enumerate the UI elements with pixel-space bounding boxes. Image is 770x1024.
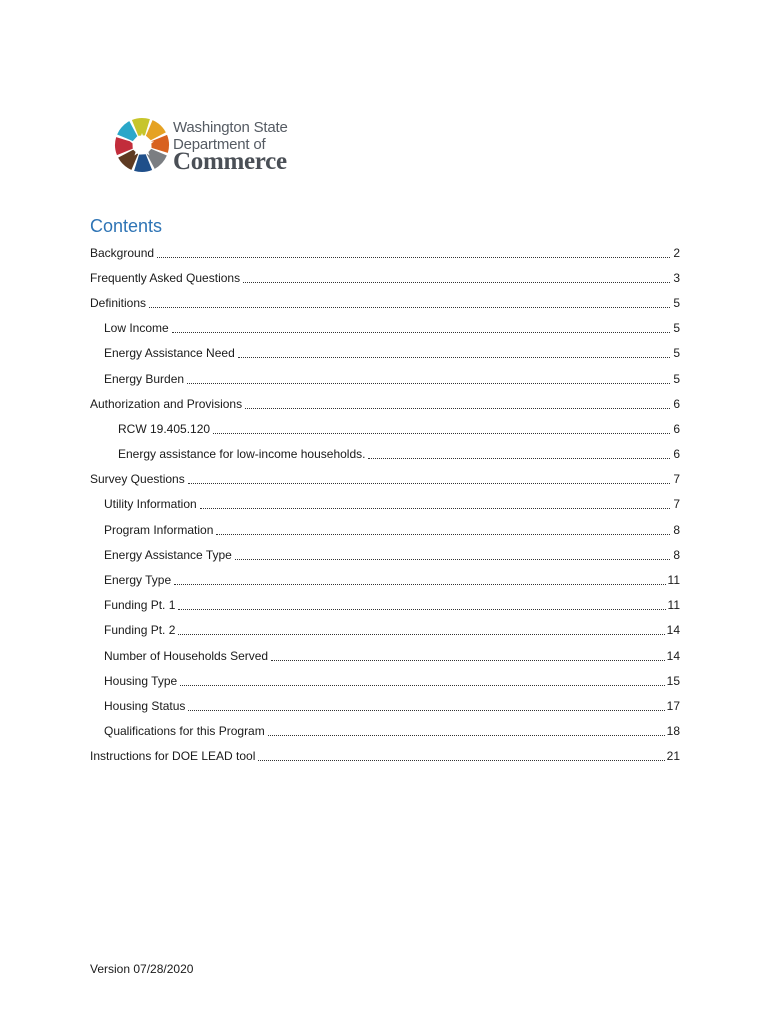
toc-page-number: 5	[673, 371, 680, 386]
toc-page-number: 7	[673, 472, 680, 487]
toc-title: Contents	[90, 216, 163, 236]
version-footer: Version 07/28/2020	[90, 962, 194, 976]
toc-entry-text: Low Income	[104, 321, 169, 336]
logo-line-department-of: Department of	[173, 136, 266, 153]
toc-entry[interactable]	[90, 366, 680, 391]
toc-entry-text: Energy Assistance Type	[104, 547, 232, 562]
toc-entry-text: Energy assistance for low-income households.	[118, 447, 366, 462]
toc-entry[interactable]	[90, 542, 680, 567]
toc-dot-leader	[149, 306, 670, 308]
toc-page-number: 2	[673, 245, 680, 260]
toc-entry[interactable]	[90, 442, 680, 467]
toc-entry-text: Program Information	[104, 522, 214, 537]
toc-dot-leader	[271, 659, 665, 661]
toc-entry-text: Funding Pt. 2	[104, 623, 176, 638]
toc-dot-leader	[174, 583, 665, 585]
commerce-star-logo-icon	[114, 117, 170, 173]
toc-entry[interactable]	[90, 643, 680, 668]
toc-entry[interactable]	[90, 618, 680, 643]
toc-page-number: 6	[673, 396, 680, 411]
toc-entry-text: Energy Burden	[104, 371, 185, 386]
toc-page-number: 11	[667, 573, 680, 588]
toc-page-number: 5	[673, 346, 680, 361]
toc-page-number: 5	[673, 295, 680, 310]
toc-entry-text: Definitions	[90, 295, 147, 310]
toc-page-number: 7	[673, 497, 680, 512]
toc-entry-text: Utility Information	[104, 497, 197, 512]
toc-entry[interactable]	[90, 744, 680, 769]
toc-entry[interactable]	[90, 341, 680, 366]
toc-dot-leader	[368, 457, 670, 459]
toc-entry-text: RCW 19.405.120	[118, 421, 211, 436]
toc-entry-text: Funding Pt. 1	[104, 598, 176, 613]
toc-dot-leader	[268, 734, 665, 736]
toc-dot-leader	[258, 759, 664, 761]
toc-entry[interactable]	[90, 719, 680, 744]
toc-dot-leader	[157, 256, 670, 258]
toc-dot-leader	[178, 633, 664, 635]
toc-entry[interactable]	[90, 265, 680, 290]
toc-page-number: 8	[673, 547, 680, 562]
toc-dot-leader	[180, 684, 664, 686]
toc-page-number: 21	[666, 749, 680, 764]
toc-page-number: 18	[666, 724, 680, 739]
logo-line-washington-state: Washington State	[173, 119, 288, 136]
toc-entry[interactable]	[90, 492, 680, 517]
toc-page-number: 6	[673, 421, 680, 436]
toc-entry-text: Energy Assistance Need	[104, 346, 235, 361]
toc-page-number: 6	[673, 447, 680, 462]
toc-dot-leader	[235, 558, 670, 560]
toc-dot-leader	[245, 407, 670, 409]
toc-dot-leader	[213, 432, 670, 434]
toc-entry[interactable]	[90, 517, 680, 542]
toc-page-number: 15	[666, 673, 680, 688]
toc-entry[interactable]	[90, 416, 680, 441]
toc-entry-text: Housing Type	[104, 673, 178, 688]
toc-page-number: 14	[666, 623, 680, 638]
toc-entry-text: Authorization and Provisions	[90, 396, 243, 411]
toc-entry-text: Instructions for DOE LEAD tool	[90, 749, 256, 764]
toc-entry-text: Background	[90, 245, 155, 260]
toc-page-number: 14	[666, 648, 680, 663]
logo-line-commerce: Commerce	[173, 148, 287, 175]
toc-dot-leader	[187, 382, 670, 384]
toc-page-number: 17	[666, 698, 680, 713]
toc-entry-text: Qualifications for this Program	[104, 724, 265, 739]
toc-dot-leader	[188, 482, 670, 484]
toc-entry-text: Number of Households Served	[104, 648, 269, 663]
toc-dot-leader	[243, 281, 670, 283]
toc-entry[interactable]	[90, 391, 680, 416]
toc-dot-leader	[238, 356, 670, 358]
toc-entry[interactable]	[90, 668, 680, 693]
toc-entry[interactable]	[90, 567, 680, 592]
toc-dot-leader	[216, 533, 670, 535]
toc-entry[interactable]	[90, 290, 680, 315]
toc-page-number: 3	[673, 270, 680, 285]
toc-entry-text: Survey Questions	[90, 472, 185, 487]
toc-entry[interactable]	[90, 240, 680, 265]
toc-page-number: 8	[673, 522, 680, 537]
toc-dot-leader	[172, 331, 670, 333]
table-of-contents	[90, 240, 680, 769]
toc-entry[interactable]	[90, 593, 680, 618]
toc-entry[interactable]	[90, 467, 680, 492]
toc-dot-leader	[188, 709, 664, 711]
toc-entry-text: Housing Status	[104, 698, 186, 713]
toc-page-number: 5	[673, 321, 680, 336]
toc-entry-text: Frequently Asked Questions	[90, 270, 241, 285]
toc-dot-leader	[178, 608, 665, 610]
toc-entry[interactable]	[90, 693, 680, 718]
toc-page-number: 11	[667, 598, 680, 613]
toc-entry[interactable]	[90, 316, 680, 341]
toc-entry-text: Energy Type	[104, 573, 172, 588]
commerce-logo	[114, 117, 304, 175]
toc-dot-leader	[200, 507, 670, 509]
